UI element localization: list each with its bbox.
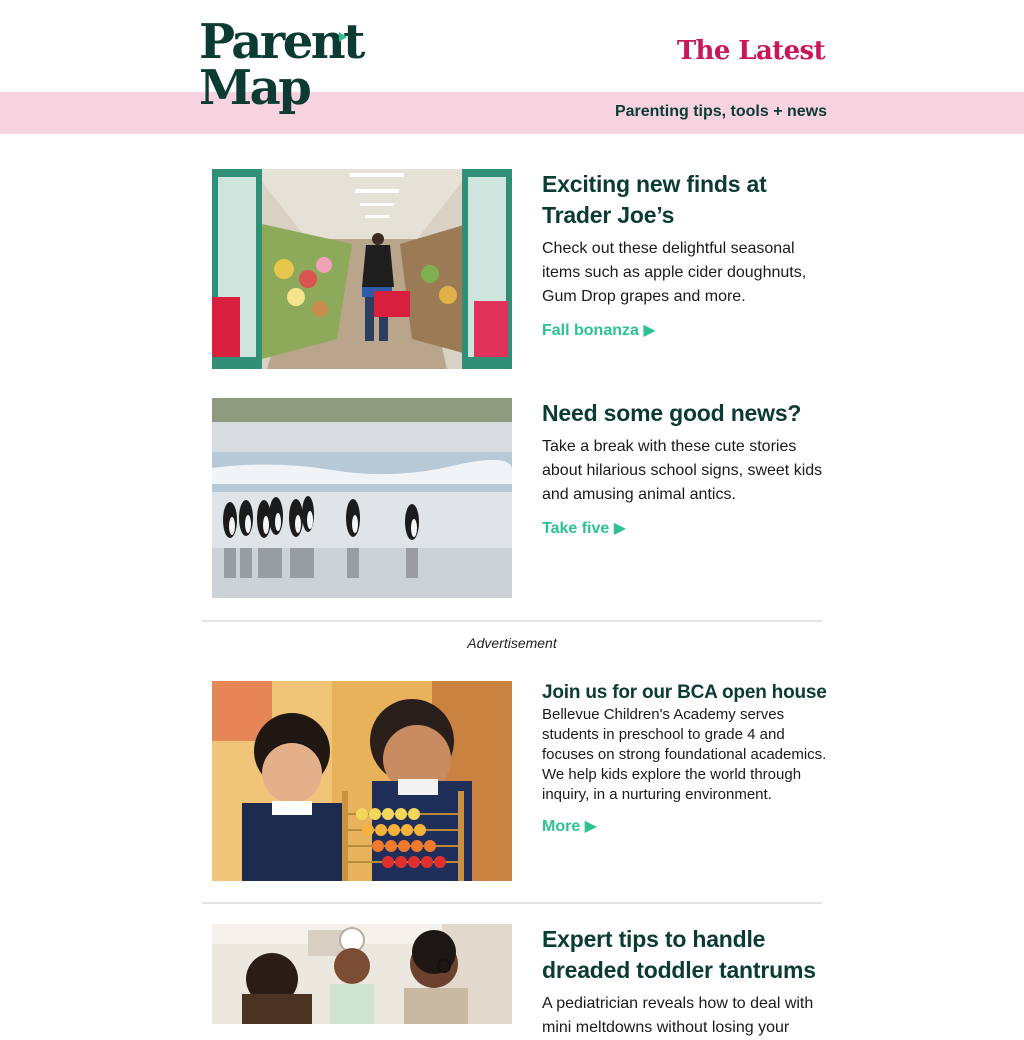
- article-title[interactable]: Expert tips to handle dreaded toddler tantrums: [542, 926, 816, 983]
- logo-word-map: Map: [199, 60, 310, 116]
- ad-title[interactable]: Join us for our BCA open house: [542, 682, 827, 703]
- advertisement-label: Advertisement: [467, 635, 557, 651]
- logo-word-parent: Parent: [199, 14, 363, 70]
- article-text: [542, 169, 828, 343]
- more-link[interactable]: More ▶: [542, 818, 597, 835]
- divider-top: [202, 620, 822, 622]
- article-trader-joes: [212, 169, 824, 369]
- ad-text: [542, 681, 828, 839]
- article-title[interactable]: Exciting new finds at Trader Joe’s: [542, 171, 767, 228]
- fall-bonanza-link[interactable]: Fall bonanza ▶: [542, 322, 656, 339]
- article-summary: Take a break with these cute stories about hilarious school signs, sweet kids and amusing animal antics.: [542, 438, 823, 503]
- article-image-penguins[interactable]: [212, 398, 512, 598]
- article-title[interactable]: Need some good news?: [542, 400, 802, 426]
- family-photo: [212, 924, 512, 1024]
- advertisement-bca: [212, 681, 827, 881]
- section-title: The Latest: [676, 36, 825, 66]
- grocery-store-photo: [212, 169, 512, 369]
- ad-summary: Bellevue Children's Academy serves students in preschool to grade 4 and focuses on strong foundational academics. We help kids explore the world through inquiry, in a nurturing environment.: [542, 706, 827, 803]
- play-triangle-icon: [339, 32, 347, 42]
- tagline-text: Parenting tips, tools + news: [614, 103, 827, 120]
- penguins-beach-photo: [212, 398, 512, 598]
- divider-bottom: [202, 902, 822, 904]
- take-five-link[interactable]: Take five ▶: [542, 520, 627, 537]
- tagline-banner: [0, 92, 1024, 134]
- article-image-trader-joes[interactable]: [212, 169, 512, 369]
- article-good-news: [212, 398, 824, 598]
- article-summary: Check out these delightful seasonal items such as apple cider doughnuts, Gum Drop grapes and more.: [542, 240, 807, 305]
- article-text: [542, 924, 828, 1040]
- article-toddler-tantrums: [212, 924, 824, 1036]
- article-summary: A pediatrician reveals how to deal with mini meltdowns without losing your: [542, 995, 814, 1036]
- ad-image-children[interactable]: [212, 681, 512, 881]
- article-text: [542, 398, 828, 541]
- children-abacus-photo: [212, 681, 512, 881]
- article-image-family[interactable]: [212, 924, 512, 1024]
- parentmap-logo[interactable]: [199, 14, 363, 124]
